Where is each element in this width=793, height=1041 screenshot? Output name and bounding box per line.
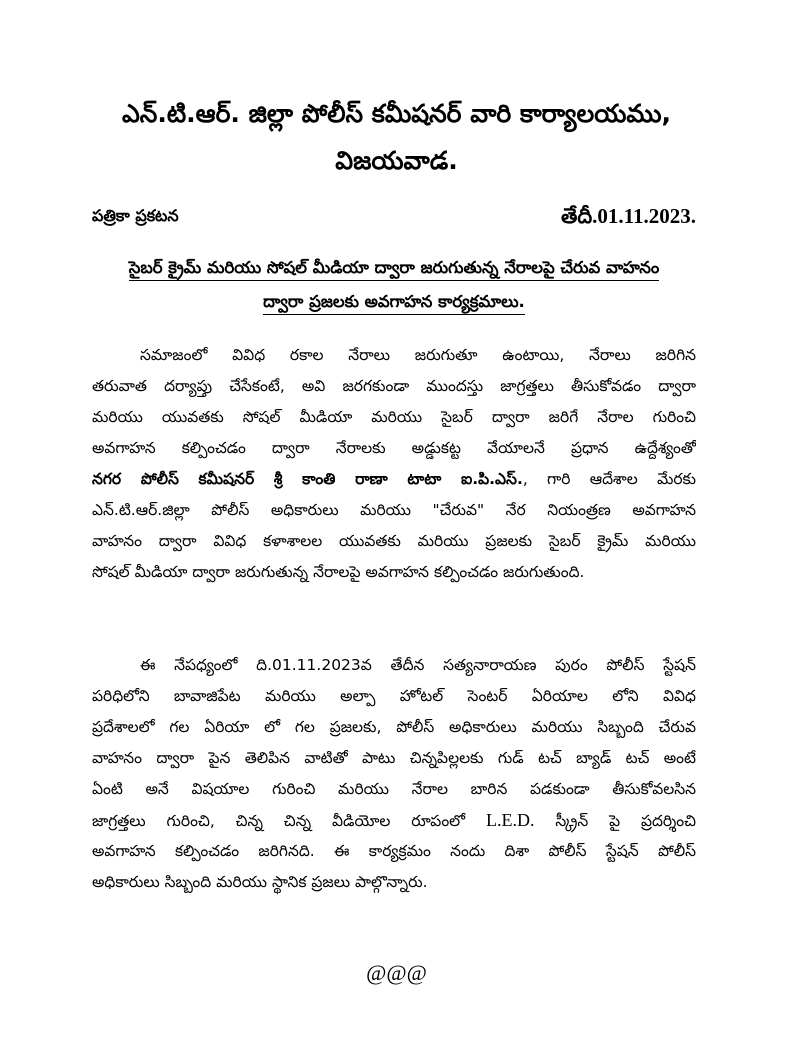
led-pre: జాగ్రత్తలు గురించి, చిన్న చిన్న వీడియోల రూపంలో: [92, 812, 486, 830]
paragraph-line: అవగాహన కల్పించడం జరిగినది. ఈ కార్యక్రమం నందు దిశా పోలీస్ స్టేషన్ పోలీస్: [92, 842, 696, 860]
paragraph-line: ఏంటి అనే విషయాల గురించి మరియు నేరాల బారిన పడకుండా తీసుకోవలసిన: [92, 780, 696, 798]
paragraph-line: అధికారులు సిబ్బంది మరియు స్థానిక ప్రజలు పాల్గొన్నారు.: [92, 873, 428, 891]
paragraph-line: వాహనం ద్వారా వివిధ కళాశాలల యువతకు మరియు ప్రజలకు సైబర్ క్రైమ్ మరియు: [92, 532, 696, 550]
release-date: తేదీ.01.11.2023.: [560, 204, 696, 228]
led-text: L.E.D.: [485, 810, 535, 830]
paragraph-line: వాహనం ద్వారా పైన తెలిపిన వాటితో పాటు చిన్నపిల్లలకు గుడ్ టచ్ బ్యాడ్ టచ్ అంటే: [92, 749, 696, 767]
subject-text-1: సైబర్ క్రైమ్ మరియు సోషల్ మీడియా ద్వారా జరుగుతున్న నేరాలపై చేరువ వాహనం: [129, 258, 659, 281]
paragraph-line-led: [92, 805, 696, 836]
paragraph-line: మరియు యువతకు సోషల్ మీడియా మరియు సైబర్ ద్వారా జరిగే నేరాల గురించి: [92, 408, 696, 426]
press-release-label: పత్రికా ప్రకటన: [92, 206, 179, 225]
office-title: ఎన్.టి.ఆర్. జిల్లా పోలీస్ కమీషనర్ వారి కార్యాలయము,: [122, 99, 671, 128]
subject-text-2: ద్వారా ప్రజలకు అవగాహన కార్యక్రమాలు.: [263, 292, 525, 315]
commissioner-suffix: , గారి ఆదేశాల మేరకు: [522, 470, 696, 488]
paragraph-1: [92, 340, 696, 588]
led-post: స్క్రీన్ పై ప్రదర్శించి: [534, 812, 696, 830]
paragraph-line: సమాజంలో వివిధ రకాల నేరాలు జరుగుతూ ఉంటాయి, నేరాలు జరిగిన: [140, 346, 696, 364]
paragraph-2: [92, 650, 696, 898]
paragraph-line-commissioner: [92, 464, 696, 495]
paragraph-line: తరువాత దర్యాప్తు చేసేకంటే, అవి జరగకుండా ముందస్తు జాగ్రత్తలు తీసుకోవడం ద్వారా: [92, 377, 696, 395]
paragraph-line: ఎన్.టి.ఆర్.జిల్లా పోలీస్ అధికారులు మరియు "చేరువ" నేర నియంత్రణ అవగాహన: [92, 501, 696, 519]
paragraph-line: ఈ నేపధ్యంలో ది.01.11.2023వ తేదీన సత్యనారాయణ పురం పోలీస్ స్టేషన్: [140, 656, 696, 674]
paragraph-line: అవగాహన కల్పించడం ద్వారా నేరాలకు అడ్డుకట్ట వేయాలనే ప్రధాన ఉద్దేశ్యంతో: [92, 439, 696, 457]
paragraph-line: పరిధిలోని బావాజిపేట మరియు అల్పా హోటల్ సెంటర్ ఏరియాల లోని వివిధ: [92, 687, 696, 705]
end-mark: @@@: [366, 960, 427, 985]
commissioner-name: నగర పోలీస్ కమీషనర్ శ్రీ కాంతి రాణా టాటా ఐ.పి.ఎస్.: [92, 470, 523, 488]
meta-row: [92, 203, 696, 229]
paragraph-line: ప్రదేశాలలో గల ఏరియా లో గల ప్రజలకు, పోలీస్ అధికారులు మరియు సిబ్బంది చేరువ: [92, 718, 696, 736]
subject-line-1: [92, 256, 696, 280]
paragraph-line: సోషల్ మీడియా ద్వారా జరుగుతున్న నేరాలపై అవగాహన కల్పించడం జరుగుతుంది.: [92, 563, 585, 581]
subject-line-2: [92, 290, 696, 314]
office-city: విజయవాడ.: [335, 146, 458, 175]
